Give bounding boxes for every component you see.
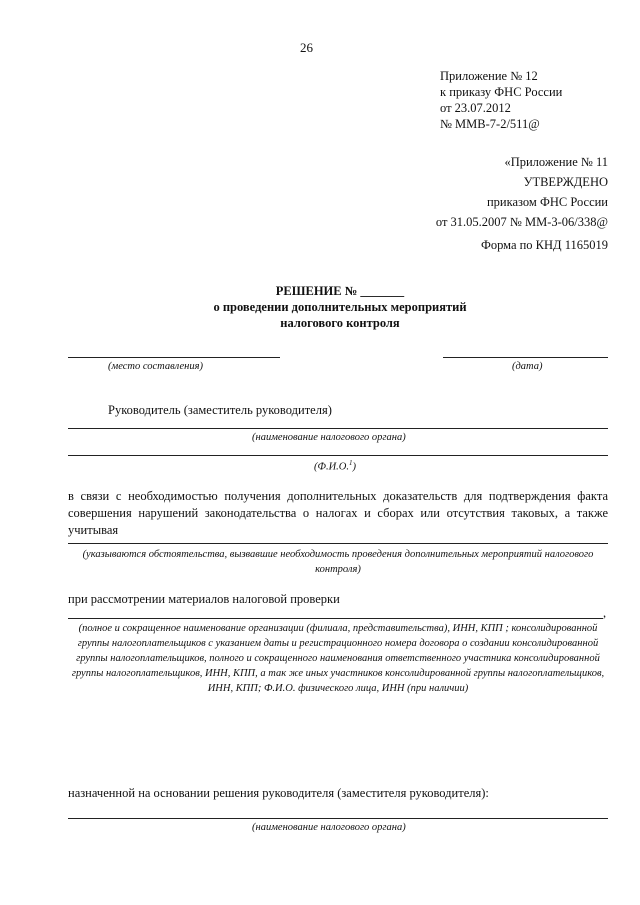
tax-authority-line	[68, 428, 608, 429]
date-caption: (дата)	[512, 361, 543, 372]
document-title	[150, 283, 530, 331]
appendix-header	[440, 68, 562, 132]
approval-line-3: приказом ФНС России	[486, 195, 608, 209]
appendix-line-3: от 23.07.2012	[440, 101, 511, 115]
approval-block	[436, 152, 608, 232]
tax-authority-caption: (наименование налогового органа)	[252, 432, 406, 443]
materials-comma: ,	[603, 606, 607, 620]
reason-paragraph: в связи с необходимостью получения дополнительных доказательств для подтверждения факта совершения нарушений законодательства о налогах и сборах или отсутствия таковых, а также учитывая	[68, 489, 608, 537]
materials-line	[68, 618, 603, 619]
tax-authority-caption-2: (наименование налогового органа)	[252, 822, 406, 833]
place-line	[68, 357, 280, 358]
title-line-2: о проведении дополнительных мероприятий	[213, 300, 467, 314]
approval-line-2: УТВЕРЖДЕНО	[523, 175, 608, 189]
form-code: Форма по КНД 1165019	[480, 238, 608, 252]
organization-caption: (полное и сокращенное наименование организации (филиала, представительства), ИНН, КПП ; консолидированной группы налогоплательщиков с указанием даты и регистрационного номера договора о создании консолидированной группы налогоплательщиков, полного и сокращенного наименования ответственного участника консолидированной группы налогоплательщиков, ИНН, КПП, а так же иных участников консолидированной группы налогоплательщиков, ИНН, КПП; Ф.И.О. физического лица, ИНН (при наличии)	[71, 623, 605, 694]
approval-line-1: «Приложение № 11	[504, 155, 608, 169]
head-label: Руководитель (заместитель руководителя)	[108, 403, 332, 417]
appendix-line-1: Приложение № 12	[440, 69, 538, 83]
approval-line-4: от 31.05.2007 № ММ-3-06/338@	[435, 215, 608, 229]
circumstances-caption: (указываются обстоятельства, вызвавшие необходимость проведения дополнительных мероприятий налогового контроля)	[82, 549, 594, 575]
page-number: 26	[300, 40, 313, 55]
title-line-1: РЕШЕНИЕ № _______	[275, 284, 405, 298]
materials-label: при рассмотрении материалов налоговой проверки	[68, 592, 340, 606]
circumstances-line	[68, 543, 608, 544]
appendix-line-4: № ММВ-7-2/511@	[440, 117, 540, 131]
title-line-3: налогового контроля	[280, 316, 400, 330]
place-caption: (место составления)	[108, 361, 204, 372]
fio-caption: (Ф.И.О.$^1$)	[314, 459, 356, 473]
appendix-line-2: к приказу ФНС России	[440, 85, 563, 99]
tax-authority-line-2	[68, 818, 608, 819]
fio-line	[68, 455, 608, 456]
date-line	[443, 357, 608, 358]
appointed-label: назначенной на основании решения руководителя (заместителя руководителя):	[68, 786, 489, 800]
